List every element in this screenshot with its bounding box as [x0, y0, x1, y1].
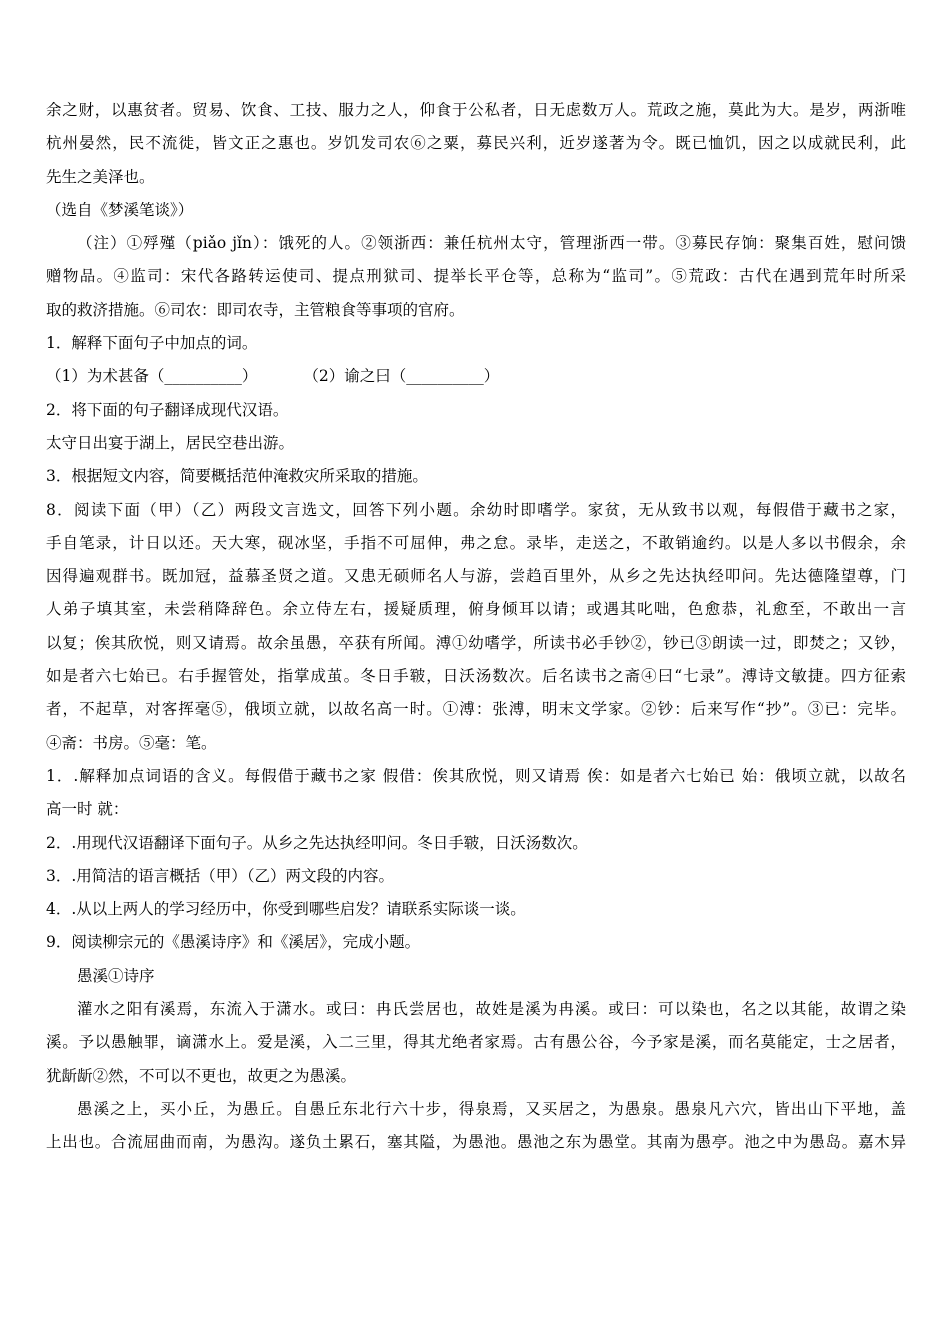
passage-line: 8．阅读下面（甲）（乙）两段文言选文，回答下列小题。余幼时即嗜学。家贫，无从致书以观，每假借于藏书之家， [46, 500, 906, 519]
question-prompt: 3．.用简洁的语言概括（甲）（乙）两文段的内容。 [46, 866, 395, 885]
passage-line: 以复；俟其欣悦，则又请焉。故余虽愚，卒获有所闻。溥①幼嗜学，所读书必手钞②，钞已③朗读一过，即焚之；又钞， [46, 633, 906, 652]
question-blanks [46, 360, 906, 393]
passage-line: 人弟子填其室，未尝稍降辞色。余立侍左右，援疑质理，俯身倾耳以请；或遇其叱咄，色愈恭，礼愈至，不敢出一言 [46, 600, 906, 619]
poem-title: 愚溪①诗序 [77, 966, 155, 985]
question-prompt: 1．解释下面句子中加点的词。 [46, 334, 258, 353]
passage-line: 犹龂龂②然，不可以不更也，故更之为愚溪。 [46, 1066, 357, 1085]
annotation-line: （注）①殍殣（piǎo jǐn）：饿死的人。②领浙西：兼任杭州太守，管理浙西一带。③募民存饷：聚集百姓，慰问馈 [77, 234, 906, 253]
passage-line: 余之财，以惠贫者。贸易、饮食、工技、服力之人，仰食于公私者，日无虑数万人。荒政之施，莫此为大。是岁，两浙唯 [46, 101, 906, 119]
passage-line: 愚溪之上，买小丘，为愚丘。自愚丘东北行六十步，得泉焉，又买居之，为愚泉。愚泉凡六穴，皆出山下平地，盖 [77, 1099, 906, 1118]
question-prompt: 2．将下面的句子翻译成现代汉语。 [46, 400, 289, 419]
question-sentence: 太守日出宴于湖上，居民空巷出游。 [46, 433, 295, 452]
passage-line: 杭州晏然，民不流徙，皆文正之惠也。岁饥发司农⑥之粟，募民兴利，近岁遂著为令。既已恤饥，因之以成就民利，此 [46, 134, 906, 153]
question-prompt: 3．根据短文内容，简要概括范仲淹救灾所采取的措施。 [46, 467, 428, 486]
passage-line: 因得遍观群书。既加冠，益慕圣贤之道。又患无硕师名人与游，尝趋百里外，从乡之先达执经叩问。先达德隆望尊，门 [46, 567, 906, 586]
annotation-line: 取的救济措施。⑥司农：即司农寺，主管粮食等事项的官府。 [46, 300, 465, 319]
passage-line: 灌水之阳有溪焉，东流入于潇水。或曰：冉氏尝居也，故姓是溪为冉溪。或曰：可以染也，名之以其能，故谓之染 [77, 1000, 906, 1019]
blank-item-2: （2）谕之曰（__________） [303, 367, 500, 386]
passage-line: ④斋：书房。⑤毫：笔。 [46, 733, 217, 752]
passage-line: 溪。予以愚触罪，谪潇水上。爱是溪，入二三里，得其尤绝者家焉。古有愚公谷，今予家是溪，而名莫能定，士之居者， [46, 1033, 906, 1052]
question-prompt: 2．.用现代汉语翻译下面句子。从乡之先达执经叩问。冬日手皲，日沃汤数次。 [46, 833, 588, 852]
passage-line: 者，不起草，对客挥毫⑤，俄顷立就，以故名高一时。①溥：张溥，明末文学家。②钞：后来写作“抄”。③已：完毕。 [46, 700, 906, 719]
passage-line: 上出也。合流屈曲而南，为愚沟。遂负土累石，塞其隘，为愚池。愚池之东为愚堂。其南为愚亭。池之中为愚岛。嘉木异 [46, 1133, 906, 1152]
passage-line: 手自笔录，计日以还。天大寒，砚冰坚，手指不可屈伸，弗之怠。录毕，走送之，不敢销逾约。以是人多以书假余，余 [46, 533, 906, 552]
passage-line: 先生之美泽也。 [46, 167, 155, 186]
source-citation: （选自《梦溪笔谈》） [46, 200, 194, 219]
question-prompt: 9．阅读柳宗元的《愚溪诗序》和《溪居》，完成小题。 [46, 933, 421, 952]
blank-item-1: （1）为术甚备（__________） [46, 367, 258, 386]
question-prompt: 4．.从以上两人的学习经历中，你受到哪些启发？请联系实际谈一谈。 [46, 900, 526, 919]
question-prompt: 高一时 就： [46, 800, 129, 819]
passage-line: 如是者六七始已。右手握管处，指掌成茧。冬日手皲，日沃汤数次。后名读书之斋④曰“七录”。溥诗文敏捷。四方征索 [46, 667, 906, 686]
question-prompt: 1．.解释加点词语的含义。每假借于藏书之家 假借：俟其欣悦，则又请焉 俟：如是者六七始已 始：俄顷立就，以故名 [46, 766, 906, 785]
annotation-line: 赠物品。④监司：宋代各路转运使司、提点刑狱司、提举长平仓等，总称为“监司”。⑤荒政：古代在遇到荒年时所采 [46, 267, 906, 286]
